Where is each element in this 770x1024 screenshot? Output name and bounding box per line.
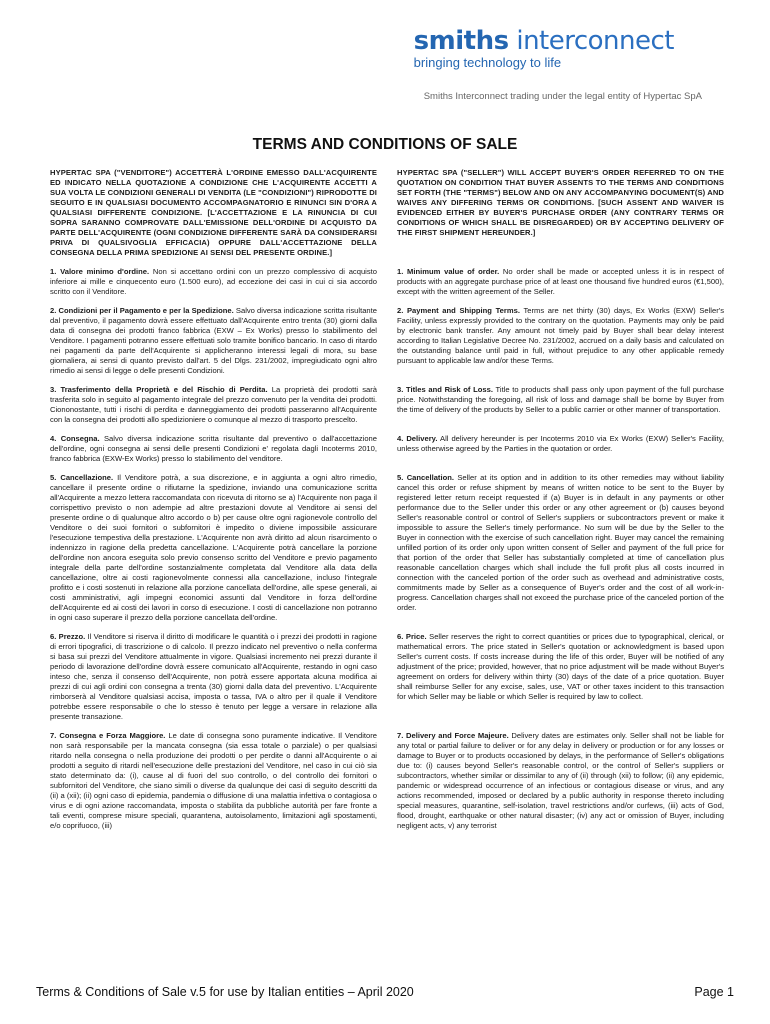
clause-heading: 6. Prezzo. (50, 632, 86, 641)
page-bottom-mask (0, 977, 770, 985)
italian-clause (50, 632, 377, 722)
section-row (50, 434, 724, 464)
italian-clause (50, 731, 377, 831)
clause-body: Non si accettano ordini con un prezzo complessivo di acquisto inferiore ai mille e cinquecento euro (1.500 euro), ad eccezione dei casi in cui ci sia accordo scritto con il Venditore. (50, 267, 377, 296)
clause-body: No order shall be made or accepted unless it is in respect of products with an aggregate purchase price of at least one thousand five hundred euros (€1,500), except with the written agreement of the Seller. (397, 267, 724, 296)
section-row (50, 267, 724, 297)
english-clause (397, 168, 724, 258)
clause-heading: 2. Condizioni per il Pagamento e per la Spedizione. (50, 306, 234, 315)
clause-heading: 7. Consegna e Forza Maggiore. (50, 731, 166, 740)
logo-brand-light: interconnect (516, 26, 674, 56)
clause-body: Salvo diversa indicazione scritta risultante dal preventivo, il pagamento dovrà essere effettuato dall'Acquirente entro trenta (30) giorni dalla data di consegna dei prodotti franco fabbrica (EXW – Ex Works) presso lo stabilimento del Venditore. I pagamenti potranno essere effettuati solo tramite bonifico bancario. In caso di ritardo nei pagamenti da parte dell'Acquirente si applicheranno interessi legali di mora, su base giornaliera, ai sensi di quanto previsto dall'art. 5 del Dlgs. 231/2002, impregiudicato ogni altro rimedio ai sensi di legge o delle presenti Condizioni. (50, 306, 377, 375)
section-row (50, 731, 724, 831)
company-logo (414, 28, 674, 70)
clause-body: Seller at its option and in addition to its other remedies may without liability cancel this order or refuse shipment by means of written notice to be sent to the Buyer by registered letter return receipt requested if (a) Buyer is in default in any payments or other performance due to the Seller under this order or any other agreement or (b) causes beyond Seller's reasonable control or control of Seller's suppliers or subcontractors prevent or make it impossible to assure the Seller's timely performance. No sum will be due by the Seller to the Buyer in connection with the exercise of such cancellation right. Buyer may cancel the remaining unfilled portion of its order only upon written consent of Seller and payment of the full price for that portion of the order that Seller has substantially completed at time of cancellation plus reasonable cancellation charges which shall include the full profit plus all costs incurred in connection with the canceled portion of the order such as overhead and administrative costs, commitments made by Seller as a consequence of Buyer's order and the cost of all work-in-progress. Cancellation charges shall not exceed the purchase price of the canceled portion of the order. (397, 473, 724, 612)
clause-heading: 4. Delivery. (397, 434, 438, 443)
logo-wordmark (414, 28, 674, 54)
footer-document-version: Terms & Conditions of Sale v.5 for use by Italian entities – April 2020 (36, 985, 414, 999)
english-clause (397, 632, 724, 722)
english-clause (397, 473, 724, 623)
english-clause (397, 434, 724, 464)
clause-body: All delivery hereunder is per Incoterms 2010 via Ex Works (EXW) Seller's Facility, unless otherwise agreed by the Parties in the quotation or order. (397, 434, 725, 453)
clause-heading: 1. Valore minimo d'ordine. (50, 267, 150, 276)
clause-heading: 2. Payment and Shipping Terms. (397, 306, 520, 315)
section-row (50, 385, 724, 425)
english-clause (397, 385, 724, 425)
clause-body: HYPERTAC SPA ("SELLER") WILL ACCEPT BUYER'S ORDER REFERRED TO ON THE QUOTATION ON CONDITION THAT BUYER ASSENTS TO THE TERMS AND CONDITIONS SET FORTH (THE "TERMS") BELOW AND ON ANY ACCOMPANYING DOCUMENT(S) AND WAIVES ANY DIFFERING TERMS OR CONDITIONS. [SUCH ASSENT AND WAIVER IS EVIDENCED EITHER BY BUYER'S PURCHASE ORDER (ANY CONTRARY TERMS OR CONDITIONS OF WHICH SHALL BE DISREGARDED) OR BY ACCEPTING DELIVERY OF THE FIRST SHIPMENT HEREUNDER.] (397, 168, 724, 237)
clause-body: Delivery dates are estimates only. Seller shall not be liable for any total or partial failure to deliver or for any delay in delivery or production or for any losses or damage to Buyer or to products occasioned by delays, in the performance of Seller's obligations due to: (i) causes beyond Seller's reasonable control, or the control of Seller's suppliers or subcontractors, whether similar or dissimilar to any of (ii) through (xii) to follow; (ii) any epidemic, pandemic or widespread occurrence of an infectious or contagious disease or virus, and any actions recommended, imposed or declared by a public authority in response thereto including special measures, quarantine, self-isolation, travel restrictions and/or curfews, (iii) acts of God, flood, drought, earthquake or other natural disaster; (iv) any act or omission of Buyer, including negligent acts, v) any terrorist (397, 731, 724, 830)
section-row (50, 632, 724, 722)
italian-clause (50, 385, 377, 425)
section-row (50, 168, 724, 258)
section-row (50, 473, 724, 623)
italian-clause (50, 306, 377, 376)
italian-clause (50, 267, 377, 297)
italian-clause (50, 168, 377, 258)
clause-body: La proprietà dei prodotti sarà trasferita solo in seguito al pagamento integrale del prezzo convenuto per la vendita dei prodotti. Ciononostante, tutti i rischi di perdita e danneggiamento dei prodotti passeranno all'Acquirente con la consegna dei prodotti allo spedizioniere o comunque al mezzo di trasporto prescelto. (50, 385, 377, 424)
logo-brand-bold: smiths (413, 26, 509, 56)
clause-body: Salvo diversa indicazione scritta risultante dal preventivo o dall'accettazione dell'ordine, ogni consegna ai sensi delle presenti Condizioni e' regolata dagli Incoterms 2010, franco fabbrica (EXW-Ex Works) presso lo stabilimento del venditore. (50, 434, 378, 463)
clause-heading: 7. Delivery and Force Majeure. (397, 731, 509, 740)
clause-body: Il Venditore si riserva il diritto di modificare le quantità o i prezzi dei prodotti in ragione di errori tipografici, di trascrizione o di calcolo. Il prezzo indicato nel preventivo o nella conferma si basa sui prezzi del Venditore attualmente in vigore. Qualsiasi incremento nei prezzi durante il periodo di lavorazione dell'ordine dovrà essere comunicato all'Acquirente, restando in ogni caso inteso che, senza il consenso dell'Acquirente, non potrà essere apportata alcuna modifica ai prezzi di cui agli ordini con consegna a trenta (30) giorni dalla data del preventivo. L'Acquirente rimborserà al Venditore qualsiasi accisa, imposta o tassa, IVA o altro per il quale il Venditore potrebbe essere responsabile o che lo stesso è tenuto per legge a versare in relazione alla presente transazione. (50, 632, 377, 721)
terms-columns (50, 168, 724, 840)
italian-clause (50, 473, 377, 623)
clause-body: HYPERTAC SPA ("VENDITORE") ACCETTERÀ L'ORDINE EMESSO DALL'ACQUIRENTE ED INDICATO NELLA QUOTAZIONE A CONDIZIONE CHE L'ACQUIRENTE ACCETTI A SUA VOLTA LE CONDIZIONI GENERALI DI VENDITA (LE "CONDIZIONI") RIPRODOTTE DI SEGUITO E IN QUALSIASI DOCUMENTO ACCOMPAGNATORIO E RINUNCI SIN D'ORA A QUALSIASI DIFFERENTE CONDIZIONE. [L'ACCETTAZIONE E LA RINUNCIA DI CUI SOPRA SARANNO COMPROVATE DALL'EMISSIONE DELL'ORDINE DI ACQUISTO DA PARTE DELL'ACQUIRENTE (OGNI CONDIZIONE DIFFERENTE SARÀ DA CONSIDERARSI PRIVA DI QUALSIVOGLIA EFFICACIA) OPPURE DALL'ACCETTAZIONE DELLA CONSEGNA DELLA PRIMA SPEDIZIONE AI SENSI DEL PRESENTE ORDINE.] (50, 168, 377, 257)
legal-entity-line: Smiths Interconnect trading under the legal entity of Hypertac SpA (423, 91, 702, 102)
logo-tagline: bringing technology to life (413, 55, 562, 70)
section-row (50, 306, 724, 376)
clause-body: Le date di consegna sono puramente indicative. Il Venditore non sarà responsabile per la mancata consegna (sia essa totale o parziale) o per qualsiasi ritardo nella consegna o nella produzione dei prodotti o per perdite o danni all'Acquirente o ai prodotti a seguito di ritardi nell'esecuzione delle prestazioni del Venditore, nel caso in cui ciò sia stato determinato da: (i), cause al di fuori del suo controllo, o del controllo dei fornitori o subfornitori del Venditore, che siano simili o diverse da qualunque dei casi di seguito descritti da (ii) a (xii); (ii) ogni caso di epidemia, pandemia o diffusione di una malattia infettiva o contagiosa o virus e di ogni azione raccomandata, imposta o stabilita da pubbliche autorità per fare fronte a tali eventi, comprese misure speciali, quarantena, autoisolamento, limitazioni agli spostamenti, e/o coprifuoco, (iii) (50, 731, 377, 830)
clause-heading: 5. Cancellation. (397, 473, 454, 482)
footer-page-number: Page 1 (694, 985, 734, 999)
page-footer (36, 985, 734, 999)
clause-heading: 3. Titles and Risk of Loss. (397, 385, 493, 394)
english-clause (397, 267, 724, 297)
clause-heading: 6. Price. (397, 632, 427, 641)
italian-clause (50, 434, 377, 464)
clause-body: Terms are net thirty (30) days, Ex Works (EXW) Seller's Facility, unless expressly provided to the contrary on the quotation. Payments may only be paid by electronic bank transfer. Any amount not timely paid by Buyer shall bear delay interest according to Italian Legislative Decree No. 231/2002, accrued on a daily basis and calculated on the outstanding balance until paid in full, without prejudice to any other applicable remedy pursuant to applicable law and/or these Terms. (397, 306, 724, 365)
clause-body: Il Venditore potrà, a sua discrezione, e in aggiunta a ogni altro rimedio, cancellare il presente ordine o rifiutarne la spedizione, inviando una comunicazione scritta all'Acquirente a mezzo lettera raccomandata con ricevuta di ritorno se a) l'Acquirente non paga il corrispettivo previsto o non adempie ad altre prestazioni dovute al Venditore ai sensi del presente ordine o di qualunque altro accordo o b) per cause oltre ogni ragionevole controllo del Venditore o dei suoi fornitori o subfornitori è impedito o diviene impossibile assicurare l'esecuzione tempestiva della prestazione. L'Acquirente non avrà diritto ad alcun risarcimento o indennizzo in ragione della predetta cancellazione. L'Acquirente potrà cancellare la porzione dell'ordine non ancora eseguita solo previo consenso scritto del Venditore e previo pagamento integrale della parte dell'ordine sostanzialmente completata dal Venditore alla data della cancellazione, oltre ai costi ragionevolmente connessi alla cancellazione, incluso l'integrale profitto e i costi sostenuti in relazione alla porzione cancellata dell'ordine, alle spese generali, ai costi amministrativi, agli impegni economici assunti dal Venditore in forza dell'ordine dell'Acquirente ed ai costi dei lavori in corso di esecuzione. I costi di cancellazione non potranno in ogni caso superare il prezzo della porzione cancellata dell'ordine. (50, 473, 377, 622)
english-clause (397, 731, 724, 831)
clause-heading: 5. Cancellazione. (50, 473, 114, 482)
clause-body: Seller reserves the right to correct quantities or prices due to typographical, clerical, or mathematical errors. The price stated in Seller's quotation or acknowledgment is based upon Seller's current costs. If costs increase during the life of this order, Buyer will be notified of any adjustment of the price; provided, however, that no price adjustment will be made without Buyer's agreement on orders for delivery within thirty (30) days of the date of a price quotation. Buyer shall reimburse Seller for any excise, sales, use, VAT or other taxes incident to this transaction for which Seller may be liable or which Seller is required by law to collect. (397, 632, 724, 701)
document-title: TERMS AND CONDITIONS OF SALE (252, 136, 518, 153)
clause-heading: 3. Trasferimento della Proprietà e del Rischio di Perdita. (50, 385, 268, 394)
clause-heading: 4. Consegna. (50, 434, 100, 443)
clause-body: Title to products shall pass only upon payment of the full purchase price. Notwithstanding the foregoing, all risk of loss and damage shall be borne by Buyer from the time of delivery of the products by Seller to a public carrier or other manner of transportation. (397, 385, 724, 414)
clause-heading: 1. Minimum value of order. (397, 267, 500, 276)
english-clause (397, 306, 724, 376)
